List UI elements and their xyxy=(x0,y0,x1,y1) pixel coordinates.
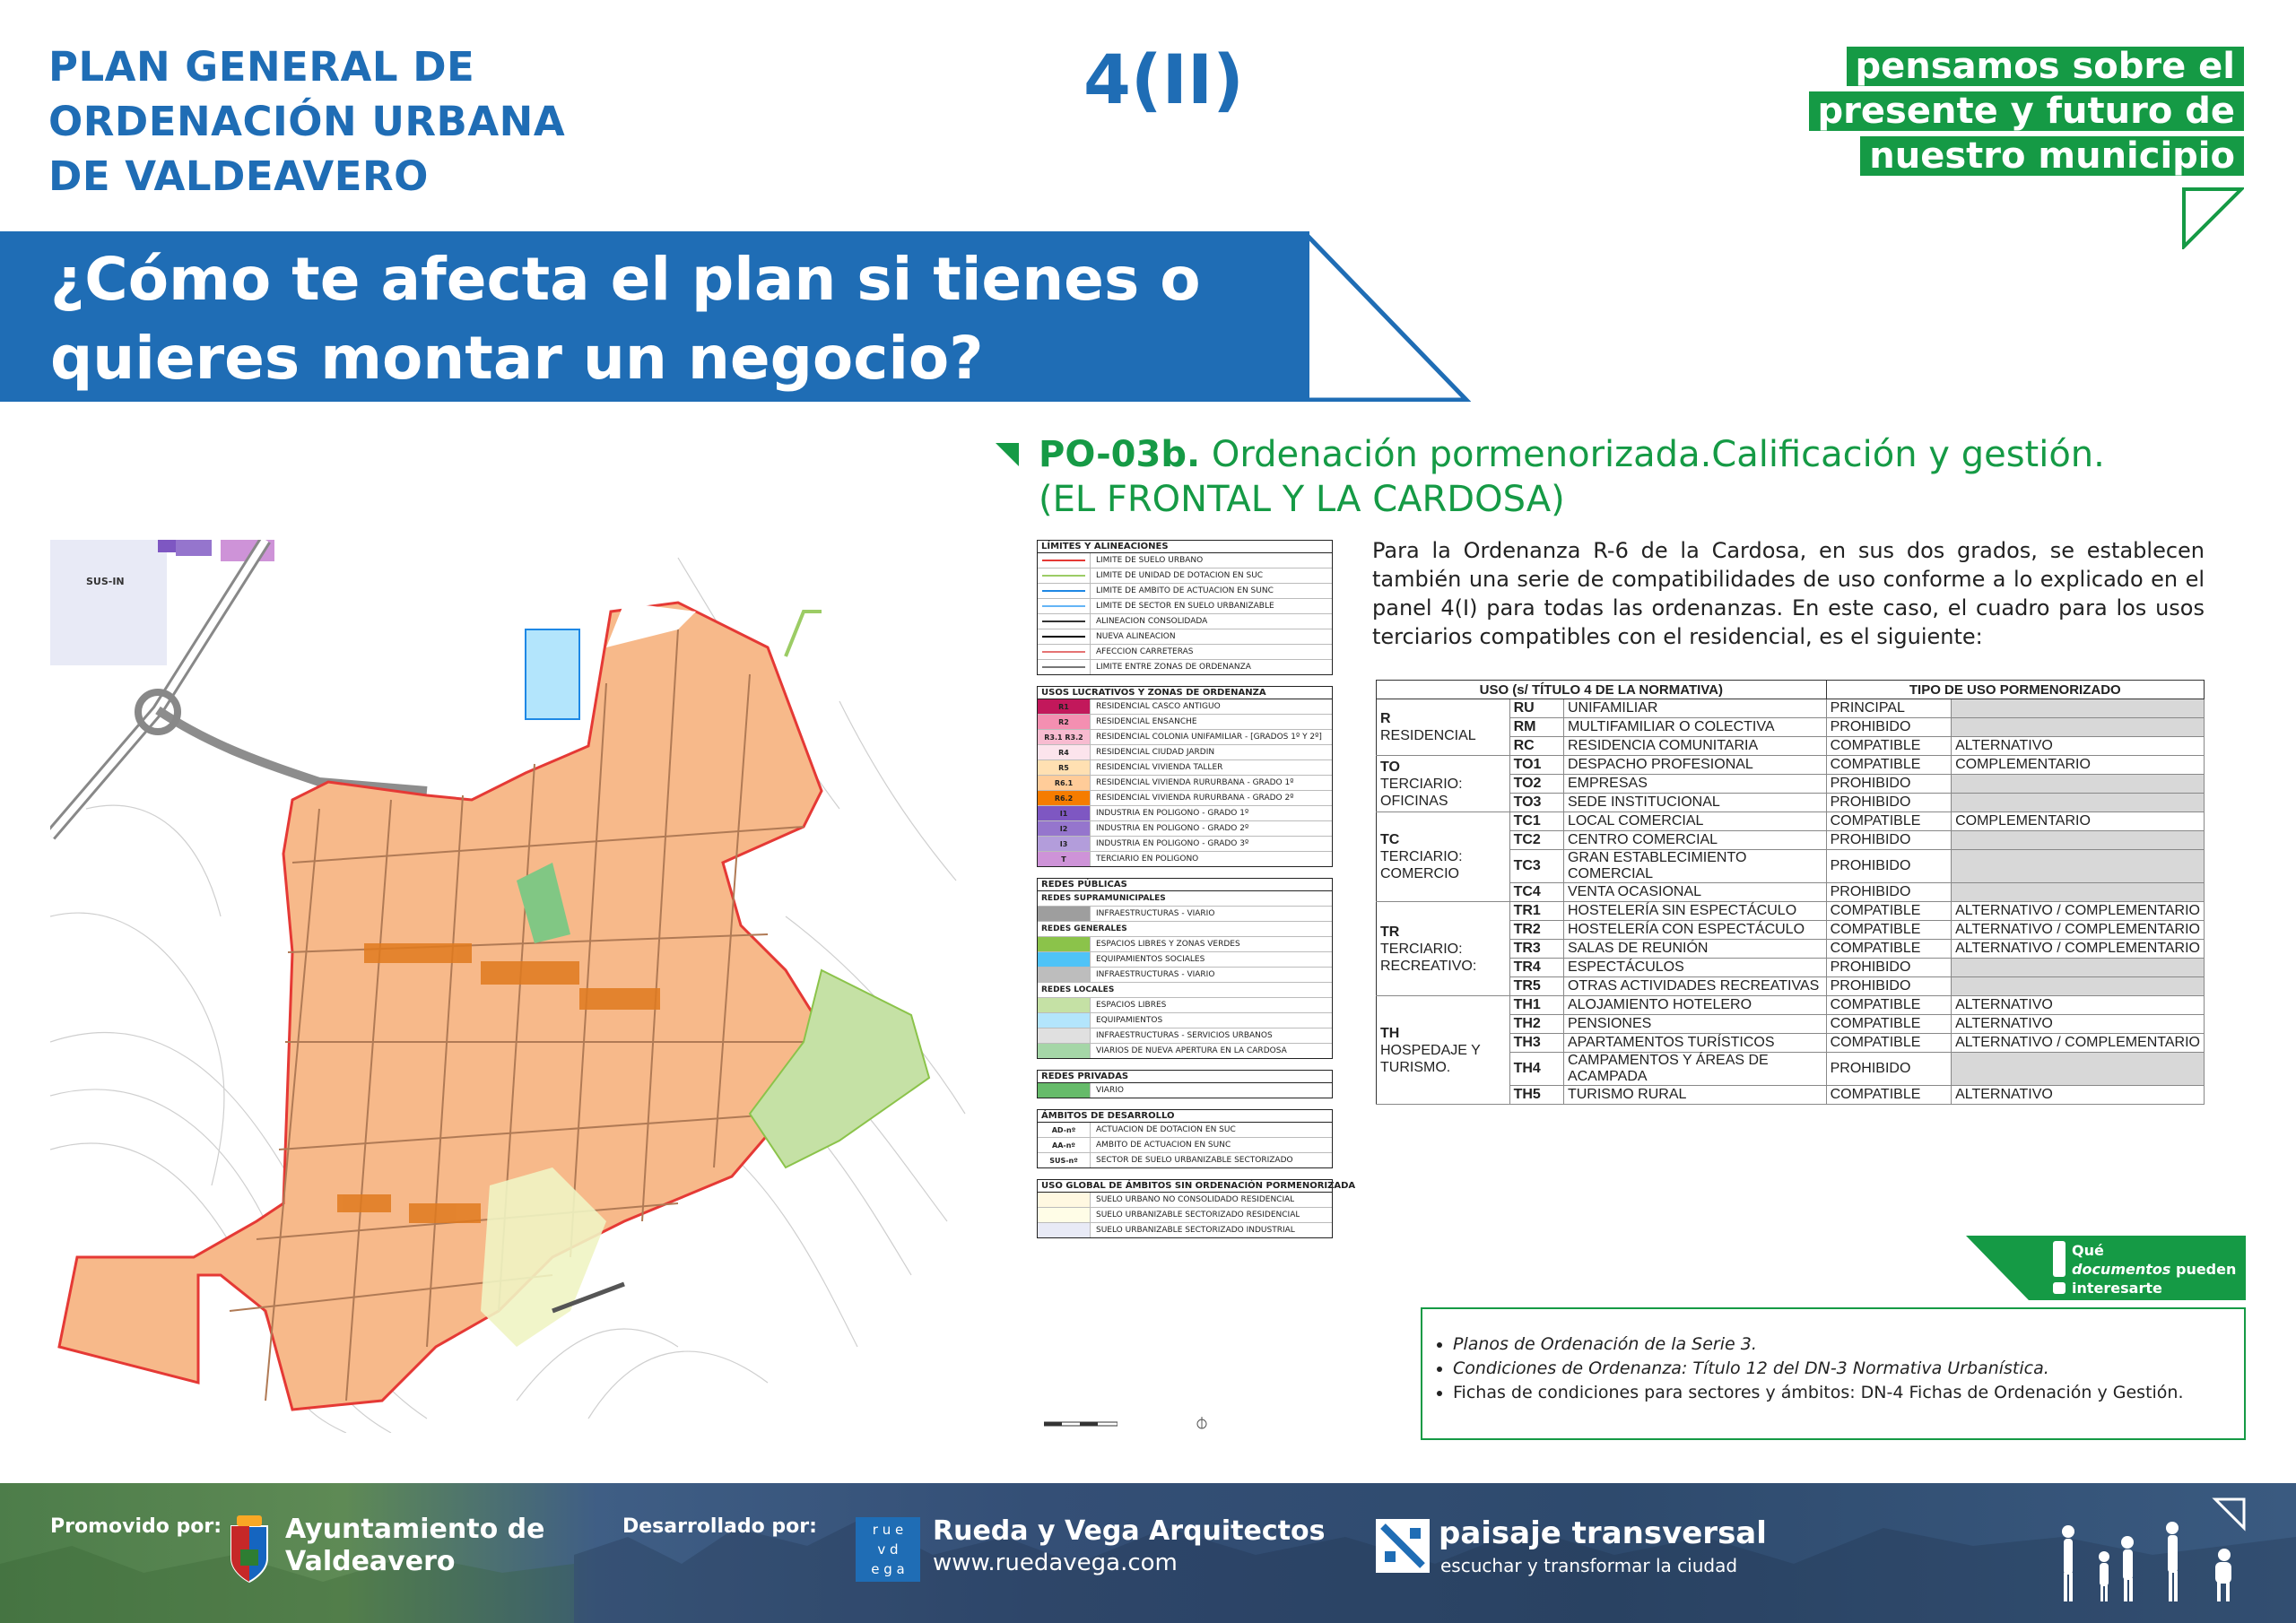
legend-label: ÁMBITO DE ACTUACIÓN EN SUNC xyxy=(1096,1141,1231,1150)
legend-symbol xyxy=(1038,998,1091,1012)
legend-row xyxy=(1038,907,1332,922)
legend-row xyxy=(1038,1028,1332,1044)
legend-symbol xyxy=(1038,1208,1091,1222)
use-group-code: TH xyxy=(1380,1025,1400,1041)
legend-label: SUELO URBANIZABLE SECTORIZADO RESIDENCIAL xyxy=(1096,1211,1300,1219)
document-item: • Condiciones de Ordenanza: Título 12 del DN-3 Normativa Urbanística. xyxy=(1453,1357,2244,1381)
developed-by-label: Desarrollado por: xyxy=(622,1515,817,1538)
people-silhouettes-icon xyxy=(2054,1497,2251,1605)
use-type: COMPATIBLE xyxy=(1826,737,1951,756)
legend-label: AFECCIÓN CARRETERAS xyxy=(1096,647,1194,656)
use-code: TO3 xyxy=(1509,794,1563,812)
legend-symbol-code: R6.2 xyxy=(1054,794,1074,803)
legend-label: ESPACIOS LIBRES xyxy=(1096,1001,1167,1010)
legend-symbol xyxy=(1038,1044,1091,1058)
legend-line-swatch xyxy=(1042,666,1085,668)
legend-symbol xyxy=(1038,821,1091,836)
use-code: RC xyxy=(1509,737,1563,756)
legend-line-swatch xyxy=(1042,575,1085,577)
legend-symbol xyxy=(1038,614,1091,629)
legend-line-swatch xyxy=(1042,636,1085,638)
use-description: UNIFAMILIAR xyxy=(1563,699,1826,718)
legend-block-title: USOS LUCRATIVOS Y ZONAS DE ORDENANZA xyxy=(1038,687,1332,699)
legend-label: ALINEACIÓN CONSOLIDADA xyxy=(1096,617,1208,626)
table-row xyxy=(1377,902,2205,921)
table-row xyxy=(1377,756,2205,775)
legend-label: EQUIPAMIENTOS SOCIALES xyxy=(1096,955,1205,964)
legend-row xyxy=(1038,1083,1332,1098)
legend-symbol xyxy=(1038,660,1091,674)
ryv-logo-line-1: r u e xyxy=(872,1522,904,1538)
legend-symbol xyxy=(1038,730,1091,744)
legend-symbol-code: R3.1 R3.2 xyxy=(1044,733,1083,742)
legend-row xyxy=(1038,614,1332,629)
legend-symbol-code: R5 xyxy=(1058,763,1069,772)
use-extra: COMPLEMENTARIO xyxy=(1952,812,2205,831)
legend-row xyxy=(1038,1044,1332,1058)
legend-row xyxy=(1038,821,1332,837)
legend-block xyxy=(1037,1070,1333,1098)
use-type: PROHIBIDO xyxy=(1826,718,1951,737)
ryv-logo-line-2: v d xyxy=(877,1541,899,1558)
use-code: TC3 xyxy=(1509,850,1563,883)
use-extra: ALTERNATIVO xyxy=(1952,1015,2205,1034)
legend-block-title: LÍMITES Y ALINEACIONES xyxy=(1038,541,1332,553)
legend-label: RESIDENCIAL VIVIENDA RURURBANA - GRADO 2º xyxy=(1096,794,1294,803)
section-heading: Ordenación pormenorizada.Calificación y gestión. xyxy=(1211,434,2105,475)
slogan-line-1: pensamos sobre el xyxy=(1847,47,2244,86)
use-group-code: R xyxy=(1380,711,1391,726)
legend-symbol xyxy=(1038,1083,1091,1098)
coat-of-arms-icon xyxy=(224,1514,274,1585)
use-code: TR5 xyxy=(1509,977,1563,996)
map-legend xyxy=(1037,540,1356,1249)
legend-row xyxy=(1038,937,1332,952)
use-extra xyxy=(1952,850,2205,883)
table-row xyxy=(1377,996,2205,1015)
legend-symbol xyxy=(1038,568,1091,583)
legend-symbol-code: R1 xyxy=(1058,702,1069,711)
rueda-vega-name: Rueda y Vega Arquitectos xyxy=(933,1515,1326,1547)
legend-row: REDES GENERALES xyxy=(1038,922,1332,937)
legend-label: LÍMITE DE UNIDAD DE DOTACIÓN EN SUC xyxy=(1096,571,1264,580)
legend-label: EQUIPAMIENTOS xyxy=(1096,1016,1163,1025)
use-extra xyxy=(1952,794,2205,812)
paisaje-transversal-tagline: escuchar y transformar la ciudad xyxy=(1440,1555,1738,1576)
use-group-code: TC xyxy=(1380,832,1400,847)
use-extra xyxy=(1952,831,2205,850)
table-row xyxy=(1377,812,2205,831)
plan-title xyxy=(48,39,604,204)
legend-row xyxy=(1038,968,1332,983)
use-group-name: TERCIARIO: OFICINAS xyxy=(1380,776,1463,809)
use-extra xyxy=(1952,977,2205,996)
legend-row xyxy=(1038,1223,1332,1237)
panel-number: 4(II) xyxy=(1083,39,1244,119)
legend-row xyxy=(1038,1193,1332,1208)
legend-label: RESIDENCIAL VIVIENDA TALLER xyxy=(1096,763,1223,772)
use-type: PROHIBIDO xyxy=(1826,850,1951,883)
use-type: COMPATIBLE xyxy=(1826,812,1951,831)
legend-symbol xyxy=(1038,599,1091,613)
use-code: TC2 xyxy=(1509,831,1563,850)
use-group xyxy=(1377,996,1510,1105)
legend-label: RESIDENCIAL CASCO ANTIGUO xyxy=(1096,702,1221,711)
legend-block xyxy=(1037,686,1333,867)
legend-symbol-code: T xyxy=(1061,855,1066,864)
use-code: TR3 xyxy=(1509,940,1563,959)
use-extra xyxy=(1952,959,2205,977)
section-subtitle: (EL FRONTAL Y LA CARDOSA) xyxy=(1039,479,1565,520)
use-extra: COMPLEMENTARIO xyxy=(1952,756,2205,775)
use-description: ESPECTÁCULOS xyxy=(1563,959,1826,977)
use-type: PROHIBIDO xyxy=(1826,977,1951,996)
legend-block-title: USO GLOBAL DE ÁMBITOS SIN ORDENACIÓN PORMENORIZADA xyxy=(1038,1180,1332,1193)
legend-row xyxy=(1038,952,1332,968)
use-extra xyxy=(1952,1053,2205,1086)
section-title xyxy=(1039,432,2105,522)
legend-symbol xyxy=(1038,584,1091,598)
use-type: PROHIBIDO xyxy=(1826,831,1951,850)
legend-row xyxy=(1038,791,1332,806)
use-description: CENTRO COMERCIAL xyxy=(1563,831,1826,850)
legend-symbol xyxy=(1038,907,1091,921)
use-group xyxy=(1377,756,1510,812)
use-type: COMPATIBLE xyxy=(1826,1034,1951,1053)
use-description: VENTA OCASIONAL xyxy=(1563,883,1826,902)
legend-block xyxy=(1037,1179,1356,1238)
legend-symbol xyxy=(1038,645,1091,659)
legend-label: TERCIARIO EN POLÍGONO xyxy=(1096,855,1199,864)
use-description: MULTIFAMILIAR O COLECTIVA xyxy=(1563,718,1826,737)
scale-bar-icon xyxy=(1044,1421,1118,1427)
use-type: COMPATIBLE xyxy=(1826,756,1951,775)
legend-row xyxy=(1038,1153,1332,1167)
use-code: TO1 xyxy=(1509,756,1563,775)
legend-symbol-code: SUS-nº xyxy=(1049,1156,1078,1165)
documents-label-line-2: pueden xyxy=(2175,1261,2237,1278)
legend-label: LÍMITE DE SECTOR EN SUELO URBANIZABLE xyxy=(1096,602,1274,611)
legend-symbol xyxy=(1038,629,1091,644)
use-description: RESIDENCIA COMUNITARIA xyxy=(1563,737,1826,756)
documents-list xyxy=(1433,1332,2244,1405)
legend-label: SECTOR DE SUELO URBANIZABLE SECTORIZADO xyxy=(1096,1156,1293,1165)
question-line-1: ¿Cómo te afecta el plan si tienes o xyxy=(50,245,1201,314)
legend-symbol xyxy=(1038,715,1091,729)
legend-label: RESIDENCIAL VIVIENDA RURURBANA - GRADO 1º xyxy=(1096,778,1294,787)
use-group-name: TERCIARIO: COMERCIO xyxy=(1380,849,1463,881)
legend-label: INFRAESTRUCTURAS - VIARIO xyxy=(1096,970,1215,979)
municipality-name xyxy=(285,1514,544,1578)
use-extra: ALTERNATIVO / COMPLEMENTARIO xyxy=(1952,1034,2205,1053)
legend-line-swatch xyxy=(1042,560,1085,561)
legend-line-swatch xyxy=(1042,621,1085,622)
use-type: PROHIBIDO xyxy=(1826,883,1951,902)
legend-label: LÍMITE ENTRE ZONAS DE ORDENANZA xyxy=(1096,663,1251,672)
legend-symbol xyxy=(1038,553,1091,568)
legend-label: INDUSTRIA EN POLÍGONO - GRADO 1º xyxy=(1096,809,1249,818)
legend-line-swatch xyxy=(1042,590,1085,592)
slogan-line-3: nuestro municipio xyxy=(1860,136,2244,176)
use-type: PROHIBIDO xyxy=(1826,775,1951,794)
legend-symbol xyxy=(1038,1123,1091,1137)
north-arrow-icon xyxy=(1196,1417,1207,1429)
slogan xyxy=(1809,47,2244,181)
legend-row xyxy=(1038,553,1332,568)
legend-block-title: REDES PRIVADAS xyxy=(1038,1071,1332,1083)
use-group-name: HOSPEDAJE Y TURISMO. xyxy=(1380,1042,1481,1075)
legend-row xyxy=(1038,760,1332,776)
legend-symbol xyxy=(1038,952,1091,967)
legend-label: NUEVA ALINEACIÓN xyxy=(1096,632,1176,641)
legend-row xyxy=(1038,1013,1332,1028)
plan-title-line-2: ORDENACIÓN URBANA xyxy=(48,98,566,145)
legend-label: SUELO URBANO NO CONSOLIDADO RESIDENCIAL xyxy=(1096,1195,1295,1204)
legend-symbol xyxy=(1038,1013,1091,1028)
legend-label: SUELO URBANIZABLE SECTORIZADO INDUSTRIAL xyxy=(1096,1226,1295,1235)
legend-symbol xyxy=(1038,1138,1091,1152)
table-header-uses: USO (s/ TÍTULO 4 DE LA NORMATIVA) xyxy=(1377,681,1827,699)
legend-symbol xyxy=(1038,1193,1091,1207)
legend-block xyxy=(1037,878,1333,1059)
legend-symbol xyxy=(1038,806,1091,820)
legend-symbol xyxy=(1038,1153,1091,1167)
use-description: TURISMO RURAL xyxy=(1563,1086,1826,1105)
use-code: TH1 xyxy=(1509,996,1563,1015)
use-description: SALAS DE REUNIÓN xyxy=(1563,940,1826,959)
use-description: GRAN ESTABLECIMIENTO COMERCIAL xyxy=(1563,850,1826,883)
table-row xyxy=(1377,699,2205,718)
legend-label: INFRAESTRUCTURAS - VIARIO xyxy=(1096,909,1215,918)
legend-label: INDUSTRIA EN POLÍGONO - GRADO 2º xyxy=(1096,824,1249,833)
legend-symbol-code: I3 xyxy=(1059,839,1068,848)
legend-symbol-code: AD-nº xyxy=(1051,1125,1076,1134)
slogan-line-2: presente y futuro de xyxy=(1809,91,2244,131)
legend-symbol xyxy=(1038,1028,1091,1043)
legend-block-title: REDES PÚBLICAS xyxy=(1038,879,1332,891)
legend-symbol xyxy=(1038,937,1091,951)
intro-paragraph: Para la Ordenanza R-6 de la Cardosa, en sus dos grados, se establecen también una serie de compatibilidades de uso conforme a lo explicado en el panel 4(I) para todas las ordenanzas. En este caso, el cuadro para los usos terciarios compatibles con el residencial, es el siguiente: xyxy=(1372,538,2205,649)
use-extra xyxy=(1952,699,2205,718)
use-type: COMPATIBLE xyxy=(1826,1086,1951,1105)
use-code: TO2 xyxy=(1509,775,1563,794)
use-group xyxy=(1377,902,1510,996)
legend-row xyxy=(1038,584,1332,599)
rueda-vega-url[interactable]: www.ruedavega.com xyxy=(933,1549,1178,1576)
exclamation-icon xyxy=(2053,1241,2066,1277)
legend-row xyxy=(1038,806,1332,821)
legend-label: ACTUACIÓN DE DOTACIÓN EN SUC xyxy=(1096,1125,1236,1134)
legend-label: LÍMITE DE ÁMBITO DE ACTUACIÓN EN SUNC xyxy=(1096,586,1274,595)
legend-symbol-code: R4 xyxy=(1058,748,1069,757)
section-triangle-icon xyxy=(996,443,1019,466)
use-description: DESPACHO PROFESIONAL xyxy=(1563,756,1826,775)
use-extra: ALTERNATIVO / COMPLEMENTARIO xyxy=(1952,940,2205,959)
question-text xyxy=(50,240,1201,398)
use-extra: ALTERNATIVO xyxy=(1952,1086,2205,1105)
legend-row xyxy=(1038,629,1332,645)
use-group-code: TR xyxy=(1380,924,1400,940)
banner-triangle-icon xyxy=(1305,231,1471,402)
use-code: TH2 xyxy=(1509,1015,1563,1034)
plan-title-line-1: PLAN GENERAL DE xyxy=(48,43,475,91)
legend-symbol-code: I2 xyxy=(1059,824,1068,833)
use-group-name: TERCIARIO: RECREATIVO: xyxy=(1380,941,1477,974)
legend-symbol xyxy=(1038,745,1091,759)
legend-row xyxy=(1038,599,1332,614)
municipality-line-2: Valdeavero xyxy=(285,1546,456,1577)
documents-label-line-1: Qué xyxy=(2072,1242,2104,1259)
legend-symbol xyxy=(1038,837,1091,851)
use-type: PRINCIPAL xyxy=(1826,699,1951,718)
use-type: COMPATIBLE xyxy=(1826,921,1951,940)
legend-symbol-code: AA-nº xyxy=(1052,1141,1075,1150)
use-group xyxy=(1377,812,1510,902)
legend-label: RESIDENCIAL CIUDAD JARDÍN xyxy=(1096,748,1215,757)
legend-row: REDES SUPRAMUNICIPALES xyxy=(1038,891,1332,907)
legend-row xyxy=(1038,568,1332,584)
use-code: TR4 xyxy=(1509,959,1563,977)
legend-row xyxy=(1038,1208,1332,1223)
legend-row xyxy=(1038,730,1332,745)
use-code: TH3 xyxy=(1509,1034,1563,1053)
plan-title-line-3: DE VALDEAVERO xyxy=(48,152,429,200)
use-code: TH4 xyxy=(1509,1053,1563,1086)
use-description: HOSTELERÍA CON ESPECTÁCULO xyxy=(1563,921,1826,940)
documents-label-italic: documentos xyxy=(2072,1261,2171,1278)
legend-label: INDUSTRIA EN POLÍGONO - GRADO 3º xyxy=(1096,839,1249,848)
documents-label-line-3: interesarte xyxy=(2072,1280,2162,1297)
use-type: COMPATIBLE xyxy=(1826,940,1951,959)
use-description: LOCAL COMERCIAL xyxy=(1563,812,1826,831)
legend-row xyxy=(1038,1123,1332,1138)
use-code: TC4 xyxy=(1509,883,1563,902)
legend-row xyxy=(1038,660,1332,674)
documents-box xyxy=(1421,1307,2246,1440)
legend-symbol xyxy=(1038,699,1091,714)
use-type: PROHIBIDO xyxy=(1826,794,1951,812)
use-description: CAMPAMENTOS Y ÁREAS DE ACAMPADA xyxy=(1563,1053,1826,1086)
legend-row xyxy=(1038,998,1332,1013)
table-header-type: TIPO DE USO PORMENORIZADO xyxy=(1826,681,2204,699)
legend-block xyxy=(1037,540,1333,675)
legend-row xyxy=(1038,776,1332,791)
use-code: RM xyxy=(1509,718,1563,737)
slogan-triangle-icon xyxy=(2181,187,2244,249)
legend-label: RESIDENCIAL ENSANCHE xyxy=(1096,717,1197,726)
promoted-by-label: Promovido por: xyxy=(50,1515,222,1538)
use-code: RU xyxy=(1509,699,1563,718)
use-description: PENSIONES xyxy=(1563,1015,1826,1034)
legend-row xyxy=(1038,837,1332,852)
legend-block-title: ÁMBITOS DE DESARROLLO xyxy=(1038,1110,1332,1123)
legend-row xyxy=(1038,745,1332,760)
use-type: PROHIBIDO xyxy=(1826,1053,1951,1086)
legend-label: RESIDENCIAL COLONIA UNIFAMILIAR - [GRADOS 1º Y 2º] xyxy=(1096,733,1322,742)
legend-label: VIARIOS DE NUEVA APERTURA EN LA CARDOSA xyxy=(1096,1046,1287,1055)
use-type: COMPATIBLE xyxy=(1826,1015,1951,1034)
use-type: COMPATIBLE xyxy=(1826,996,1951,1015)
ryv-logo-line-3: e g a xyxy=(871,1561,905,1577)
legend-symbol-code: R6.1 xyxy=(1054,778,1074,787)
use-extra xyxy=(1952,883,2205,902)
legend-symbol xyxy=(1038,776,1091,790)
use-description: OTRAS ACTIVIDADES RECREATIVAS xyxy=(1563,977,1826,996)
paisaje-transversal-name: paisaje transversal xyxy=(1439,1515,1767,1551)
use-group-code: TO xyxy=(1380,759,1400,775)
use-extra xyxy=(1952,775,2205,794)
legend-symbol xyxy=(1038,791,1091,805)
use-description: APARTAMENTOS TURÍSTICOS xyxy=(1563,1034,1826,1053)
map-label-sus-in: SUS-IN xyxy=(86,576,125,587)
zoning-map xyxy=(50,540,969,1433)
use-extra: ALTERNATIVO xyxy=(1952,996,2205,1015)
use-code: TC1 xyxy=(1509,812,1563,831)
use-description: ALOJAMIENTO HOTELERO xyxy=(1563,996,1826,1015)
legend-symbol xyxy=(1038,852,1091,866)
use-extra: ALTERNATIVO / COMPLEMENTARIO xyxy=(1952,921,2205,940)
paisaje-transversal-logo-icon xyxy=(1376,1519,1430,1573)
legend-label: ESPACIOS LIBRES Y ZONAS VERDES xyxy=(1096,940,1240,949)
section-code: PO-03b. xyxy=(1039,434,1201,475)
legend-symbol-code: I1 xyxy=(1059,809,1068,818)
legend-label: VIARIO xyxy=(1096,1086,1124,1095)
legend-block xyxy=(1037,1109,1333,1168)
use-description: EMPRESAS xyxy=(1563,775,1826,794)
legend-row xyxy=(1038,1138,1332,1153)
document-item: • Planos de Ordenación de la Serie 3. xyxy=(1453,1332,2244,1357)
legend-row: REDES LOCALES xyxy=(1038,983,1332,998)
legend-row xyxy=(1038,645,1332,660)
legend-row xyxy=(1038,715,1332,730)
municipality-line-1: Ayuntamiento de xyxy=(285,1514,545,1545)
use-description: SEDE INSTITUCIONAL xyxy=(1563,794,1826,812)
use-type: PROHIBIDO xyxy=(1826,959,1951,977)
use-group xyxy=(1377,699,1510,756)
use-code: TR2 xyxy=(1509,921,1563,940)
legend-symbol xyxy=(1038,968,1091,982)
legend-symbol xyxy=(1038,1223,1091,1237)
legend-label: INFRAESTRUCTURAS - SERVICIOS URBANOS xyxy=(1096,1031,1273,1040)
use-extra: ALTERNATIVO / COMPLEMENTARIO xyxy=(1952,902,2205,921)
use-code: TH5 xyxy=(1509,1086,1563,1105)
document-item: • Fichas de condiciones para sectores y ámbitos: DN-4 Fichas de Ordenación y Gestión. xyxy=(1453,1381,2244,1405)
legend-row xyxy=(1038,852,1332,866)
question-line-2: quieres montar un negocio? xyxy=(50,324,984,393)
legend-symbol-code: R2 xyxy=(1058,717,1069,726)
documents-label xyxy=(2072,1241,2236,1298)
legend-line-swatch xyxy=(1042,605,1085,607)
legend-line-swatch xyxy=(1042,651,1085,653)
uses-table xyxy=(1376,680,2205,1105)
legend-label: LÍMITE DE SUELO URBANO xyxy=(1096,556,1204,565)
use-group-name: RESIDENCIAL xyxy=(1380,728,1476,743)
use-extra: ALTERNATIVO xyxy=(1952,737,2205,756)
use-description: HOSTELERÍA SIN ESPECTÁCULO xyxy=(1563,902,1826,921)
use-type: COMPATIBLE xyxy=(1826,902,1951,921)
use-code: TR1 xyxy=(1509,902,1563,921)
legend-row xyxy=(1038,699,1332,715)
rueda-vega-logo xyxy=(856,1517,920,1582)
legend-symbol xyxy=(1038,760,1091,775)
uses-table-body xyxy=(1377,699,2205,1105)
use-extra xyxy=(1952,718,2205,737)
